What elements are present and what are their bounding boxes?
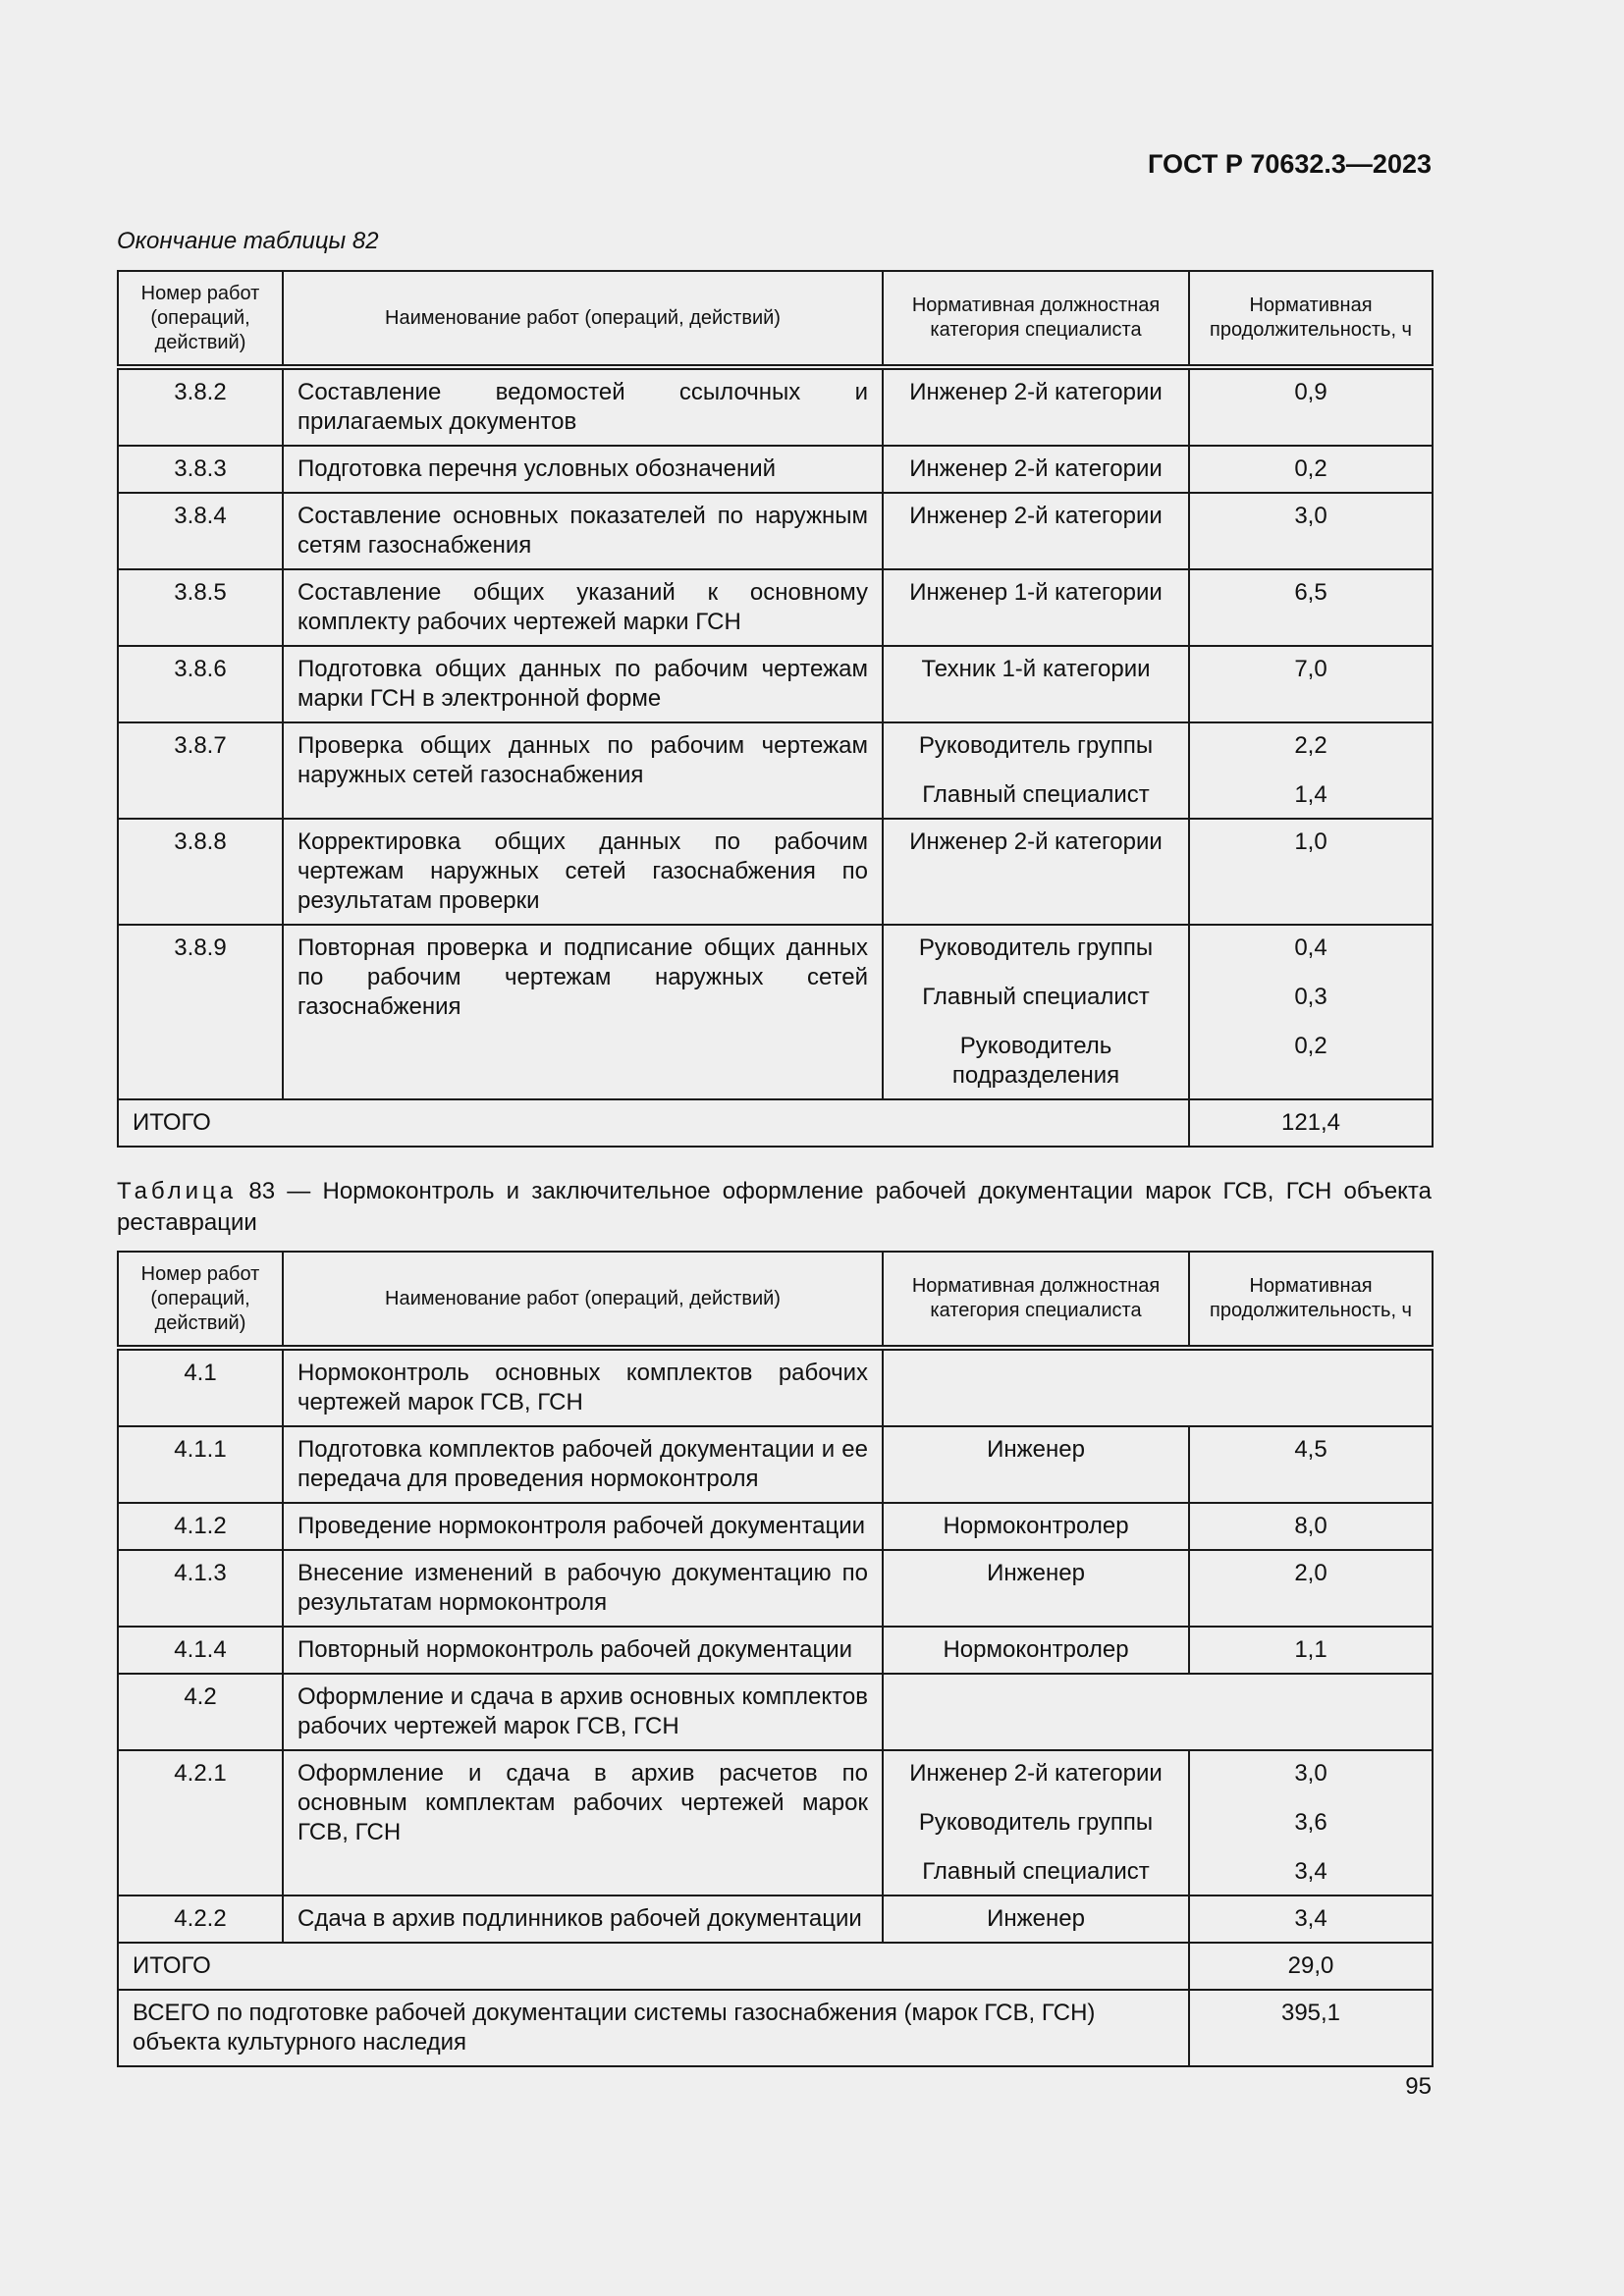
- category-entry: Техник 1-й категории: [921, 656, 1151, 682]
- work-number-cell: 3.8.9: [118, 925, 283, 1099]
- total-row: [118, 1099, 1433, 1147]
- category-cell: [883, 1550, 1189, 1627]
- work-number-cell: 4.1.1: [118, 1426, 283, 1503]
- duration-cell: [1189, 1426, 1433, 1503]
- category-cell: [883, 722, 1189, 819]
- table-83-caption-text: 83 — Нормоконтроль и заключительное оформление рабочей документации марок ГСВ, ГСН объекта реставрации: [117, 1178, 1433, 1236]
- duration-cell: [1189, 493, 1433, 569]
- merged-empty-cell: [883, 1674, 1433, 1750]
- total-value-cell: 29,0: [1189, 1943, 1433, 1990]
- table-row: [118, 819, 1433, 925]
- grand-total-label-cell: ВСЕГО по подготовке рабочей документации системы газоснабжения (марок ГСВ, ГСН) объекта культурного наследия: [118, 1990, 1189, 2066]
- category-cell: [883, 925, 1189, 1099]
- table-83-caption-word: Таблица: [117, 1178, 238, 1204]
- duration-entry: 8,0: [1294, 1513, 1327, 1539]
- work-number-cell: 4.2: [118, 1674, 283, 1750]
- category-cell: [883, 493, 1189, 569]
- column-header-duration: Нормативная продолжительность, ч: [1189, 271, 1433, 367]
- category-entry: Руководитель группы: [918, 732, 1154, 759]
- duration-cell: [1189, 1750, 1433, 1896]
- category-cell: [883, 569, 1189, 646]
- duration-entry: 3,0: [1294, 503, 1327, 529]
- work-number-cell: 3.8.2: [118, 367, 283, 446]
- total-value-cell: 121,4: [1189, 1099, 1433, 1147]
- column-header-number: Номер работ (операций, действий): [118, 271, 283, 367]
- table-row: [118, 722, 1433, 819]
- column-header-name: Наименование работ (операций, действий): [283, 271, 883, 367]
- work-name-cell: Сдача в архив подлинников рабочей документации: [283, 1896, 883, 1943]
- work-name-cell: Корректировка общих данных по рабочим чертежам наружных сетей газоснабжения по результатам проверки: [283, 819, 883, 925]
- duration-entry: 0,2: [1294, 455, 1327, 482]
- duration-cell: [1189, 569, 1433, 646]
- total-label-cell: ИТОГО: [118, 1943, 1189, 1990]
- work-name-cell: Подготовка комплектов рабочей документации и ее передача для проведения нормоконтроля: [283, 1426, 883, 1503]
- category-entry: Инженер: [987, 1436, 1085, 1463]
- work-number-cell: 3.8.5: [118, 569, 283, 646]
- table-83-caption: [117, 1176, 1432, 1239]
- merged-empty-cell: [883, 1348, 1433, 1426]
- category-entry: Главный специалист: [922, 781, 1150, 808]
- category-cell: [883, 1896, 1189, 1943]
- duration-entry: 3,6: [1294, 1809, 1327, 1836]
- page-number: 95: [1405, 2073, 1432, 2100]
- table-header-row: [118, 271, 1433, 367]
- table-row: [118, 446, 1433, 493]
- table-row: [118, 1627, 1433, 1674]
- work-number-cell: 3.8.3: [118, 446, 283, 493]
- duration-entry: 4,5: [1294, 1436, 1327, 1463]
- table-82: [117, 270, 1434, 1148]
- duration-cell: [1189, 646, 1433, 722]
- category-entry: Инженер: [987, 1560, 1085, 1586]
- duration-cell: [1189, 819, 1433, 925]
- work-number-cell: 4.1.2: [118, 1503, 283, 1550]
- table-row: [118, 1674, 1433, 1750]
- category-entry: Инженер 2-й категории: [909, 1760, 1163, 1787]
- duration-cell: [1189, 1550, 1433, 1627]
- grand-total-value-cell: 395,1: [1189, 1990, 1433, 2066]
- duration-cell: [1189, 1627, 1433, 1674]
- work-name-cell: Внесение изменений в рабочую документацию по результатам нормоконтроля: [283, 1550, 883, 1627]
- work-number-cell: 4.1: [118, 1348, 283, 1426]
- duration-entry: 7,0: [1294, 656, 1327, 682]
- duration-entry: 2,0: [1294, 1560, 1327, 1586]
- table-row: [118, 493, 1433, 569]
- category-entry: Инженер 1-й категории: [909, 579, 1163, 606]
- work-name-cell: Оформление и сдача в архив расчетов по основным комплектам рабочих чертежей марок ГСВ, ГСН: [283, 1750, 883, 1896]
- duration-entry: 0,9: [1294, 379, 1327, 405]
- table-82-continuation-caption: Окончание таблицы 82: [117, 228, 379, 254]
- duration-cell: [1189, 446, 1433, 493]
- work-name-cell: Нормоконтроль основных комплектов рабочих чертежей марок ГСВ, ГСН: [283, 1348, 883, 1426]
- category-cell: [883, 819, 1189, 925]
- category-entry: Руководитель подразделения: [951, 1033, 1120, 1089]
- table-row: [118, 1503, 1433, 1550]
- table-header-row: [118, 1252, 1433, 1348]
- duration-cell: [1189, 1503, 1433, 1550]
- work-number-cell: 3.8.4: [118, 493, 283, 569]
- category-entry: Инженер 2-й категории: [909, 828, 1163, 855]
- category-entry: Главный специалист: [922, 984, 1150, 1010]
- duration-entry: 0,2: [1294, 1033, 1327, 1059]
- category-cell: [883, 367, 1189, 446]
- work-number-cell: 3.8.7: [118, 722, 283, 819]
- category-entry: Инженер 2-й категории: [909, 503, 1163, 529]
- duration-entry: 2,2: [1294, 732, 1327, 759]
- category-cell: [883, 446, 1189, 493]
- duration-cell: [1189, 925, 1433, 1099]
- duration-entry: 6,5: [1294, 579, 1327, 606]
- duration-entry: 1,0: [1294, 828, 1327, 855]
- work-name-cell: Составление общих указаний к основному комплекту рабочих чертежей марки ГСН: [283, 569, 883, 646]
- work-number-cell: 4.2.1: [118, 1750, 283, 1896]
- column-header-number: Номер работ (операций, действий): [118, 1252, 283, 1348]
- column-header-category: Нормативная должностная категория специалиста: [883, 271, 1189, 367]
- table-row: [118, 1896, 1433, 1943]
- category-cell: [883, 646, 1189, 722]
- category-entry: Нормоконтролер: [943, 1513, 1129, 1539]
- column-header-duration: Нормативная продолжительность, ч: [1189, 1252, 1433, 1348]
- category-cell: [883, 1750, 1189, 1896]
- duration-entry: 0,4: [1294, 934, 1327, 961]
- table-row: [118, 1750, 1433, 1896]
- table-row: [118, 1550, 1433, 1627]
- work-number-cell: 3.8.6: [118, 646, 283, 722]
- duration-entry: 3,4: [1294, 1905, 1327, 1932]
- duration-cell: [1189, 367, 1433, 446]
- duration-cell: [1189, 1896, 1433, 1943]
- work-name-cell: Повторный нормоконтроль рабочей документации: [283, 1627, 883, 1674]
- table-83: [117, 1251, 1434, 2067]
- category-entry: Инженер 2-й категории: [909, 379, 1163, 405]
- work-name-cell: Оформление и сдача в архив основных комплектов рабочих чертежей марок ГСВ, ГСН: [283, 1674, 883, 1750]
- work-name-cell: Проведение нормоконтроля рабочей документации: [283, 1503, 883, 1550]
- work-name-cell: Проверка общих данных по рабочим чертежам наружных сетей газоснабжения: [283, 722, 883, 819]
- category-entry: Руководитель группы: [918, 1809, 1154, 1836]
- document-code: ГОСТ Р 70632.3—2023: [1148, 149, 1432, 179]
- table-row: [118, 925, 1433, 1099]
- category-cell: [883, 1503, 1189, 1550]
- category-cell: [883, 1426, 1189, 1503]
- column-header-category: Нормативная должностная категория специалиста: [883, 1252, 1189, 1348]
- duration-cell: [1189, 722, 1433, 819]
- column-header-name: Наименование работ (операций, действий): [283, 1252, 883, 1348]
- category-entry: Руководитель группы: [918, 934, 1154, 961]
- work-number-cell: 4.2.2: [118, 1896, 283, 1943]
- total-label-cell: ИТОГО: [118, 1099, 1189, 1147]
- table-row: [118, 569, 1433, 646]
- table-row: [118, 1348, 1433, 1426]
- category-entry: Инженер: [987, 1905, 1085, 1932]
- work-number-cell: 3.8.8: [118, 819, 283, 925]
- duration-entry: 1,4: [1294, 781, 1327, 808]
- category-entry: Нормоконтролер: [943, 1636, 1129, 1663]
- table-row: [118, 367, 1433, 446]
- work-name-cell: Повторная проверка и подписание общих данных по рабочим чертежам наружных сетей газоснабжения: [283, 925, 883, 1099]
- duration-entry: 0,3: [1294, 984, 1327, 1010]
- work-name-cell: Составление основных показателей по наружным сетям газоснабжения: [283, 493, 883, 569]
- category-entry: Главный специалист: [922, 1858, 1150, 1885]
- category-entry: Инженер 2-й категории: [909, 455, 1163, 482]
- work-number-cell: 4.1.3: [118, 1550, 283, 1627]
- grand-total-row: [118, 1990, 1433, 2066]
- work-name-cell: Подготовка перечня условных обозначений: [283, 446, 883, 493]
- category-cell: [883, 1627, 1189, 1674]
- work-name-cell: Составление ведомостей ссылочных и прилагаемых документов: [283, 367, 883, 446]
- duration-entry: 3,0: [1294, 1760, 1327, 1787]
- table-row: [118, 646, 1433, 722]
- duration-entry: 1,1: [1294, 1636, 1327, 1663]
- work-name-cell: Подготовка общих данных по рабочим чертежам марки ГСН в электронной форме: [283, 646, 883, 722]
- table-row: [118, 1426, 1433, 1503]
- total-row: [118, 1943, 1433, 1990]
- duration-entry: 3,4: [1294, 1858, 1327, 1885]
- work-number-cell: 4.1.4: [118, 1627, 283, 1674]
